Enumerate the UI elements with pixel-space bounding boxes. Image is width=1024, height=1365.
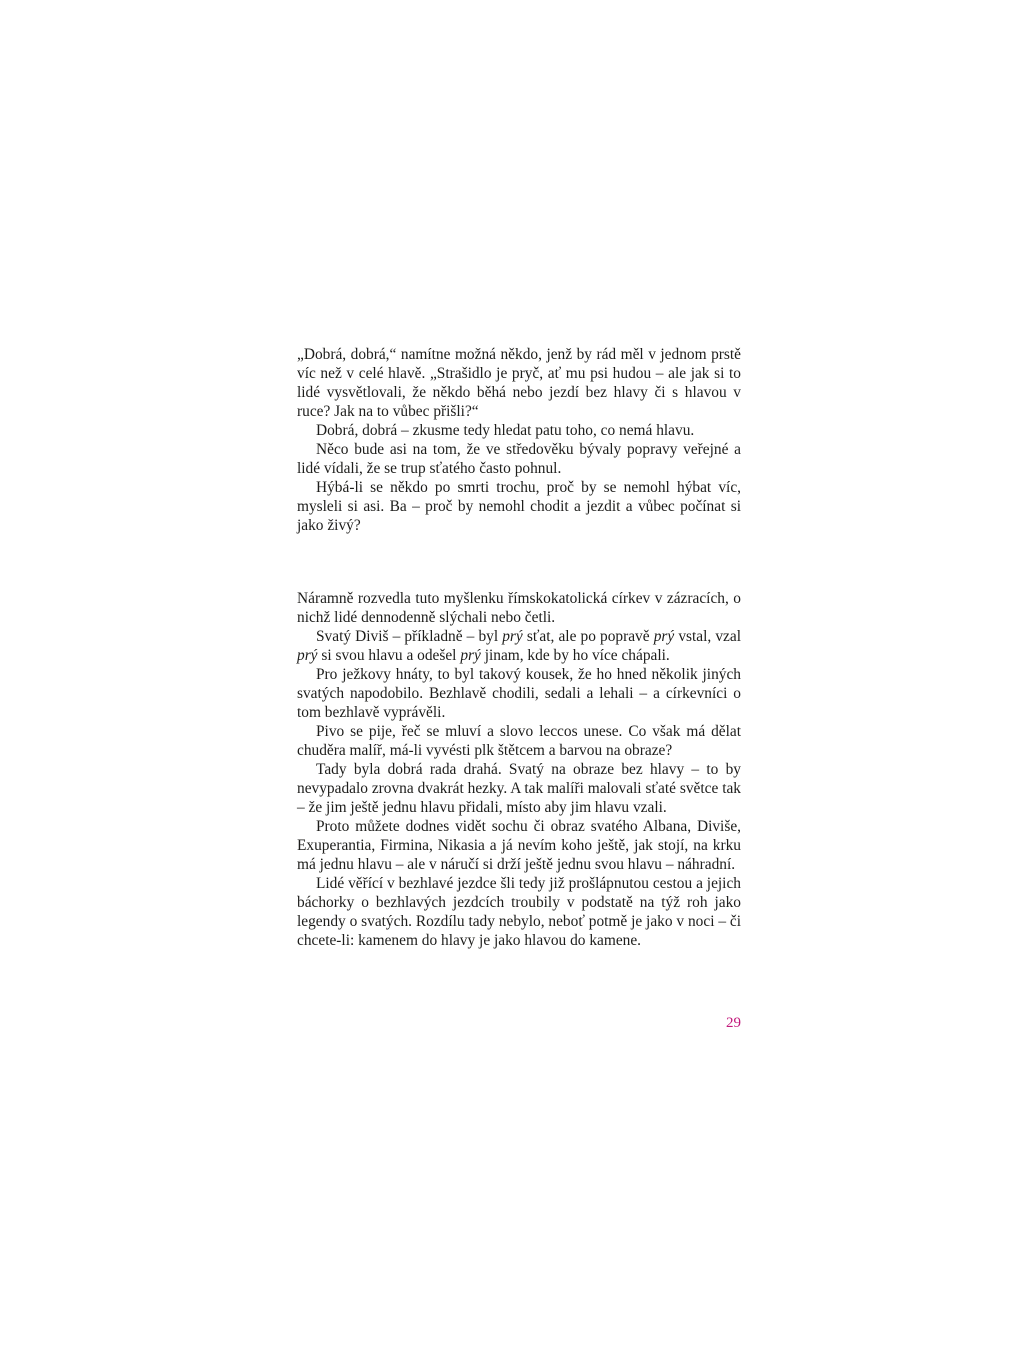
- paragraph: Proto můžete dodnes vidět sochu či obraz svatého Albana, Diviše, Exuperantia, Firmina, Nikasia a já nevím koho ještě, jak stojí, na krku má jednu hlavu – ale v náručí si drží ještě jednu svou hlavu – náhradní.: [297, 818, 741, 873]
- italic-word: prý: [460, 647, 481, 664]
- italic-word: prý: [653, 628, 675, 645]
- paragraph: Pro ježkovy hnáty, to byl takový kousek, že ho hned několik jiných svatých napodobilo. Bezhlavě chodili, sedali a lehali – a církevníci o tom bezhlavě vyprávěli.: [297, 666, 741, 721]
- text-segment: vstal, vzal: [674, 628, 741, 645]
- text-segment: si svou hlavu a odešel: [317, 647, 461, 664]
- paragraph: [297, 627, 741, 665]
- paragraph: Dobrá, dobrá – zkusme tedy hledat patu toho, co nemá hlavu.: [316, 422, 695, 439]
- text-block-upper: [297, 345, 741, 535]
- paragraph: Náramně rozvedla tuto myšlenku římskokatolická církev v zázracích, o nichž lidé dennodenně slýchali nebo četli.: [297, 590, 741, 626]
- paragraph: Lidé věřící v bezhlavé jezdce šli tedy již prošlápnutou cestou a jejich báchorky o bezhlavých jezdcích troubily v podstatě na týž roh jako legendy o svatých. Rozdílu tady nebylo, neboť potmě je jako v noci – či chcete-li: kamenem do hlavy je jako hlavou do kamene.: [297, 875, 741, 949]
- text-segment: sťat, ale po popravě: [522, 628, 654, 645]
- paragraph: Tady byla dobrá rada drahá. Svatý na obraze bez hlavy – to by nevypadalo zrovna dvakrát hezky. A tak malíři malovali sťaté světce tak – že jim ještě jednu hlavu přidali, místo aby jim hlavu vzali.: [297, 761, 741, 816]
- paragraph: Hýbá-li se někdo po smrti trochu, proč by se nemohl hýbat víc, mysleli si asi. Ba – proč by nemohl chodit a jezdit a vůbec počínat si jako živý?: [297, 479, 741, 534]
- italic-word: prý: [502, 628, 523, 645]
- italic-word: prý: [297, 647, 318, 664]
- paragraph: Něco bude asi na tom, že ve středověku bývaly popravy veřejné a lidé vídali, že se trup sťatého často pohnul.: [297, 441, 741, 477]
- paragraph: Pivo se pije, řeč se mluví a slovo leccos unese. Co však má dělat chuděra malíř, má-li vyvésti plk štětcem a barvou na obraze?: [297, 723, 741, 759]
- text-segment: jinam, kde by ho více chápali.: [480, 647, 670, 664]
- paragraph: „Dobrá, dobrá,“ namítne možná někdo, jenž by rád měl v jednom prstě víc než v celé hlavě. „Strašidlo je pryč, ať mu psi hudou – ale jak si to lidé vysvětlovali, že někdo běhá nebo jezdí bez hlavy či s hlavou v ruce? Jak na to vůbec přišli?“: [297, 346, 741, 420]
- text-block-lower: [297, 589, 741, 950]
- page-number: 29: [726, 1015, 741, 1031]
- text-segment: Svatý Diviš – příkladně – byl: [316, 628, 503, 645]
